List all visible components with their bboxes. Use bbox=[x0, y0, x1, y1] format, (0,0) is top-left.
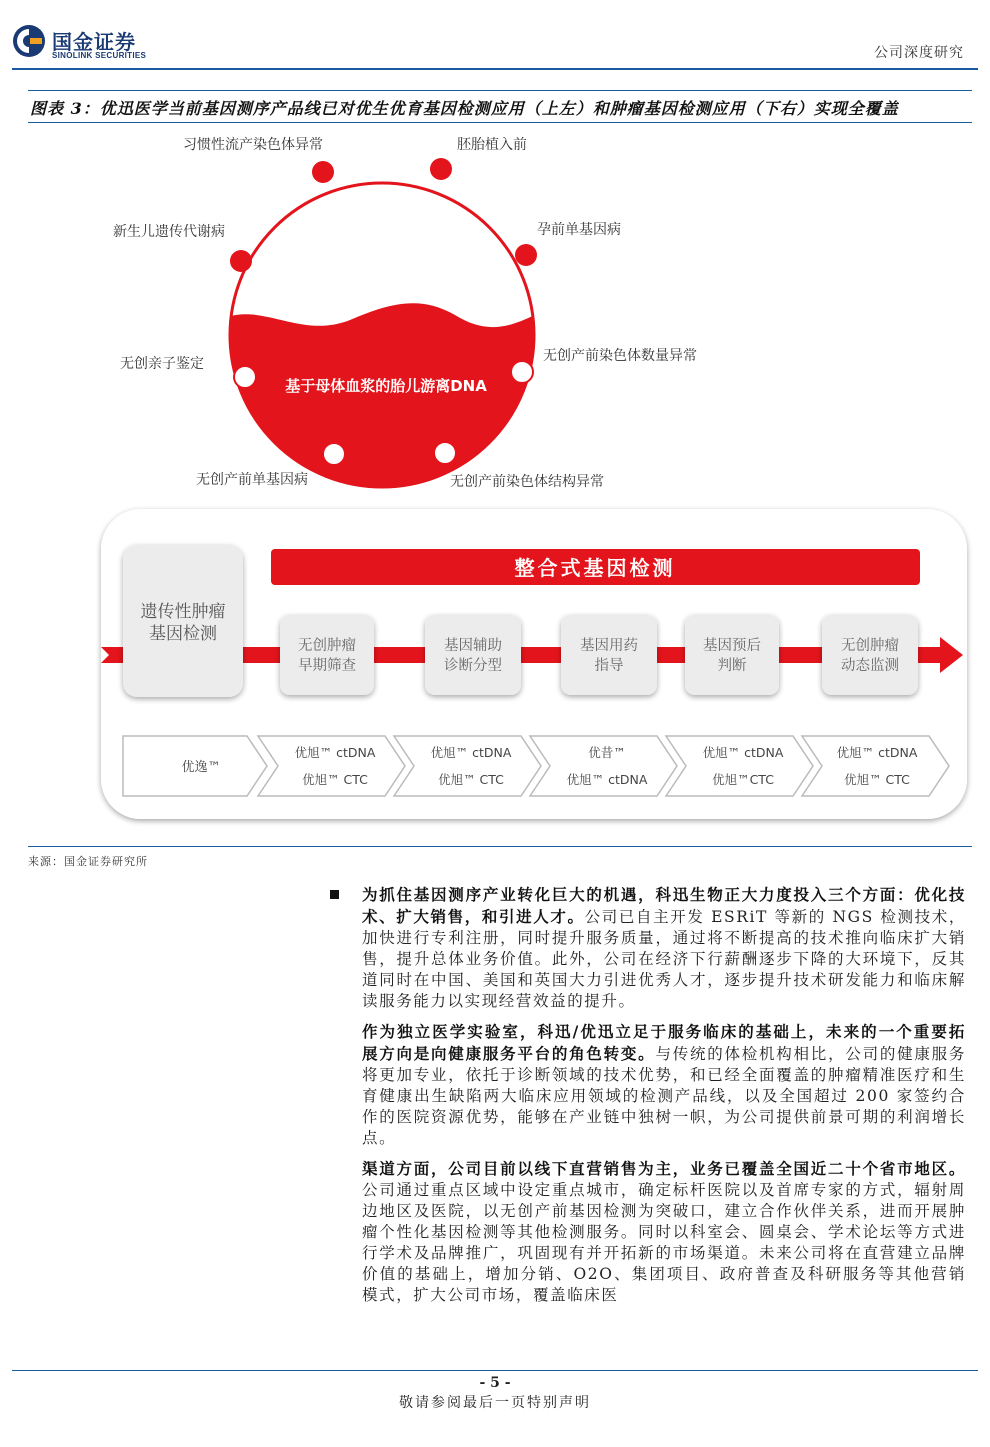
sinolink-logo-icon bbox=[12, 24, 46, 58]
paragraph-health-platform bbox=[362, 1021, 966, 1149]
paragraph-channels bbox=[362, 1158, 966, 1306]
svg-text:基因辅助: 基因辅助 bbox=[444, 638, 502, 654]
product-chevron bbox=[394, 736, 541, 796]
ring-dot-pre-implantation bbox=[430, 158, 452, 180]
svg-text:动态监测: 动态监测 bbox=[841, 658, 899, 674]
integrated-testing-banner-text: 整合式基因检测 bbox=[514, 556, 676, 580]
svg-text:诊断分型: 诊断分型 bbox=[444, 658, 502, 674]
company-name-en: SINOLINK SECURITIES bbox=[52, 51, 147, 60]
figure-source: 来源：国金证券研究所 bbox=[28, 855, 148, 868]
svg-text:指导: 指导 bbox=[594, 658, 624, 674]
product-chevron bbox=[123, 736, 267, 796]
hereditary-box-line1: 遗传性肿瘤 bbox=[140, 602, 226, 622]
flow-step bbox=[280, 615, 374, 695]
figure-title: 图表 3：优迅医学当前基因测序产品线已对优生优育基因检测应用（上左）和肿瘤基因检测应用（下右）实现全覆盖 bbox=[30, 99, 899, 118]
svg-text:优旭™ ctDNA: 优旭™ ctDNA bbox=[430, 745, 512, 760]
svg-text:基因用药: 基因用药 bbox=[580, 638, 638, 654]
label-chromosome-number: 无创产前染色体数量异常 bbox=[543, 348, 697, 364]
label-chromosome-structure: 无创产前染色体结构异常 bbox=[450, 474, 604, 490]
ring-dot-prenatal-monogenic bbox=[323, 443, 345, 465]
ring-dot-chromosome-number bbox=[511, 361, 533, 383]
flow-step bbox=[425, 615, 521, 695]
ring-dot-recurrent-miscarriage bbox=[312, 161, 334, 183]
flow-step bbox=[561, 615, 657, 695]
paragraph-investment-lead: 为抓住基因测序产业转化巨大的机遇，科迅生物正大力度投入三个方面：优化技术、扩大销售，和引进人才。 bbox=[362, 885, 966, 926]
product-chevron bbox=[530, 736, 677, 796]
svg-text:优旭™ ctDNA: 优旭™ ctDNA bbox=[566, 772, 648, 787]
page-number: - 5 - bbox=[479, 1375, 511, 1391]
svg-text:优旭™ ctDNA: 优旭™ ctDNA bbox=[836, 745, 918, 760]
svg-text:无创肿瘤: 无创肿瘤 bbox=[298, 638, 356, 654]
hereditary-box-line2: 基因检测 bbox=[149, 624, 217, 644]
label-pre-implantation: 胚胎植入前 bbox=[457, 137, 527, 153]
company-name-cn: 国金证券 bbox=[52, 30, 136, 54]
footer-disclaimer-note: 敬请参阅最后一页特别声明 bbox=[399, 1395, 591, 1411]
figure-bottom-rule bbox=[28, 846, 972, 847]
prenatal-ring-diagram bbox=[0, 125, 990, 505]
paragraph-channels-lead: 渠道方面，公司目前以线下直营销售为主，业务已覆盖全国近二十个省市地区。 bbox=[362, 1159, 966, 1178]
flow-step bbox=[685, 615, 779, 695]
ring-dot-paternity bbox=[234, 366, 256, 388]
ring-dot-newborn-metabolic bbox=[230, 250, 252, 272]
product-chevron bbox=[258, 736, 405, 796]
label-paternity: 无创亲子鉴定 bbox=[120, 356, 204, 372]
svg-text:优逸™: 优逸™ bbox=[181, 760, 221, 775]
report-type: 公司深度研究 bbox=[874, 45, 964, 61]
svg-text:优昔™: 优昔™ bbox=[588, 745, 626, 760]
paragraph-health-platform-lead: 作为独立医学实验室，科迅/优迅立足于服务临床的基础上，未来的一个重要拓展方向是向健康服务平台的角色转变。 bbox=[362, 1022, 966, 1063]
bullet-square-icon bbox=[330, 890, 339, 899]
svg-text:早期筛查: 早期筛查 bbox=[298, 658, 356, 674]
product-chevron bbox=[666, 736, 813, 796]
svg-text:无创肿瘤: 无创肿瘤 bbox=[841, 638, 899, 654]
ring-center-text: 基于母体血浆的胎儿游离DNA bbox=[285, 377, 487, 395]
label-recurrent-miscarriage: 习惯性流产染色体异常 bbox=[183, 137, 323, 153]
label-prenatal-monogenic: 无创产前单基因病 bbox=[196, 472, 308, 488]
label-preconception-monogenic: 孕前单基因病 bbox=[537, 222, 621, 238]
label-newborn-metabolic: 新生儿遗传代谢病 bbox=[113, 224, 225, 240]
svg-text:优旭™CTC: 优旭™CTC bbox=[712, 772, 774, 787]
paragraph-channels-text: 公司通过重点区域中设定重点城市，确定标杆医院以及首席专家的方式，辐射周边地区及医院，以无创产前基因检测为突破口，建立合作伙伴关系，进而开展肿瘤个性化基因检测等其他检测服务。同时以科室会、圆桌会、学术论坛等方式进行学术及品牌推广，巩固现有并开拓新的市场渠道。未来公司将在直营建立品牌价值的基础上，增加分销、O2O、集团项目、政府普查及科研服务等其他营销模式，扩大公司市场，覆盖临床医 bbox=[362, 1181, 966, 1304]
footer-rule-top bbox=[12, 1370, 978, 1371]
paragraph-health-platform-text: 与传统的体检机构相比，公司的健康服务将更加专业，依托于诊断领域的技术优势，和已经全面覆盖的肿瘤精准医疗和生育健康出生缺陷两大临床应用领域的检测产品线，以及全国超过 200 家签约合作的医院资源优势，能够在产业链中独树一帜，为公司提供前景可期的利润增长点。 bbox=[362, 1045, 966, 1147]
figure-title-rule-top bbox=[28, 90, 972, 91]
header-rule bbox=[12, 68, 978, 70]
svg-text:优旭™ ctDNA: 优旭™ ctDNA bbox=[702, 745, 784, 760]
paragraph-investment bbox=[362, 884, 966, 1012]
figure-title-rule-bottom bbox=[28, 122, 972, 123]
svg-text:优旭™ CTC: 优旭™ CTC bbox=[844, 772, 910, 787]
ring-dot-preconception-monogenic bbox=[515, 244, 537, 266]
svg-text:优旭™ CTC: 优旭™ CTC bbox=[438, 772, 504, 787]
product-chevron bbox=[802, 736, 949, 796]
svg-text:基因预后: 基因预后 bbox=[703, 638, 761, 654]
svg-text:判断: 判断 bbox=[717, 658, 747, 674]
oncology-flow-panel bbox=[95, 505, 980, 827]
paragraph-investment-text: 公司已自主开发 ESRiT 等新的 NGS 检测技术，加快进行专利注册，同时提升服务质量，通过将不断提高的技术推向临床扩大销售，提升总体业务价值。此外，公司在经济下行薪酬逐步下降的大环境下，反其道同时在中国、美国和英国大力引进优秀人才，逐步提升技术研发能力和临床解读服务能力以实现经营效益的提升。 bbox=[362, 908, 966, 1010]
flow-step bbox=[822, 615, 918, 695]
ring-dot-chromosome-structure bbox=[434, 442, 456, 464]
svg-text:优旭™ CTC: 优旭™ CTC bbox=[302, 772, 368, 787]
svg-text:优旭™ ctDNA: 优旭™ ctDNA bbox=[294, 745, 376, 760]
